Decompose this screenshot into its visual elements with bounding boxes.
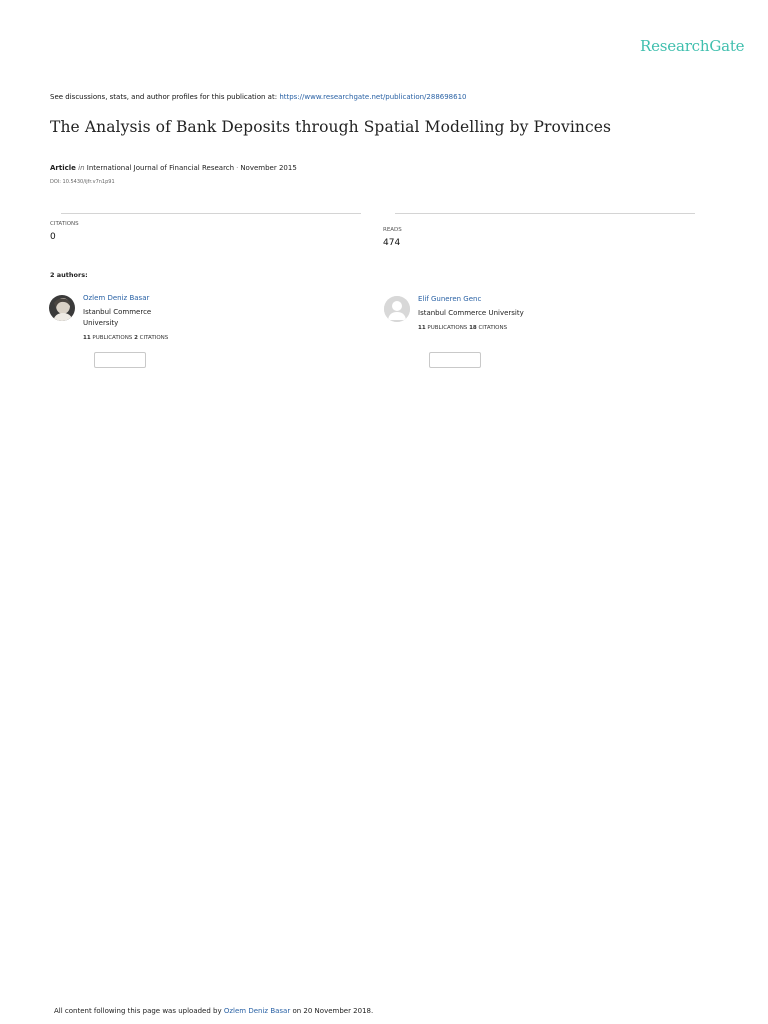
in-word: in	[78, 164, 85, 172]
footer-prefix: All content following this page was uploaded by	[54, 1007, 222, 1015]
author-photo[interactable]	[49, 295, 75, 321]
author-publications-count-2: 11	[418, 325, 426, 331]
default-user-icon[interactable]	[384, 296, 410, 322]
uploader-link[interactable]: Ozlem Deniz Basar	[223, 1007, 291, 1015]
paper-type: Article	[50, 164, 76, 172]
reads-divider	[395, 213, 695, 214]
paper-title: The Analysis of Bank Deposits through Spatial Modelling by Provinces	[50, 118, 612, 136]
author-stats-1	[83, 335, 168, 341]
reads-count: 474	[383, 238, 401, 248]
citations-divider	[61, 213, 361, 214]
citations-count: 0	[50, 232, 56, 242]
upload-footer	[54, 1007, 373, 1015]
author-name-1[interactable]: Ozlem Deniz Basar	[83, 294, 150, 302]
paper-meta	[50, 164, 297, 172]
footer-suffix: on 20 November 2018.	[292, 1007, 374, 1015]
intro-line	[50, 93, 467, 101]
reads-label: READS	[383, 227, 402, 233]
intro-text: See discussions, stats, and author profiles for this publication at:	[50, 93, 278, 101]
default-user-icon-image	[384, 296, 410, 322]
author-photo-image	[49, 295, 75, 321]
see-profile-button-2[interactable]	[429, 352, 481, 368]
journal-name: International Journal of Financial Research	[86, 164, 235, 172]
author-stats-2	[418, 325, 507, 331]
authors-heading: 2 authors:	[50, 271, 88, 279]
meta-separator: ·	[236, 164, 239, 172]
paper-date: November 2015	[240, 164, 297, 172]
citations-label: CITATIONS	[50, 221, 79, 227]
author-publications-count-1: 11	[83, 335, 91, 341]
author-citations-count-2: 18	[469, 325, 477, 331]
author-citations-count-1: 2	[134, 335, 138, 341]
author-name-2[interactable]: Elif Guneren Genc	[418, 295, 482, 303]
author-publications-label-1: PUBLICATIONS	[92, 335, 133, 341]
author-citations-label-2: CITATIONS	[478, 325, 508, 331]
author-citations-label-1: CITATIONS	[139, 335, 169, 341]
author-institution-2: Istanbul Commerce University	[418, 309, 524, 317]
author-institution-1: Istanbul Commerce University	[83, 308, 152, 327]
publication-link[interactable]: https://www.researchgate.net/publication/288698610	[279, 93, 467, 101]
paper-doi: DOI: 10.5430/ijfr.v7n1p91	[50, 179, 115, 185]
researchgate-logo[interactable]: ResearchGate	[640, 37, 745, 55]
see-profile-button-1[interactable]	[94, 352, 146, 368]
author-publications-label-2: PUBLICATIONS	[427, 325, 468, 331]
